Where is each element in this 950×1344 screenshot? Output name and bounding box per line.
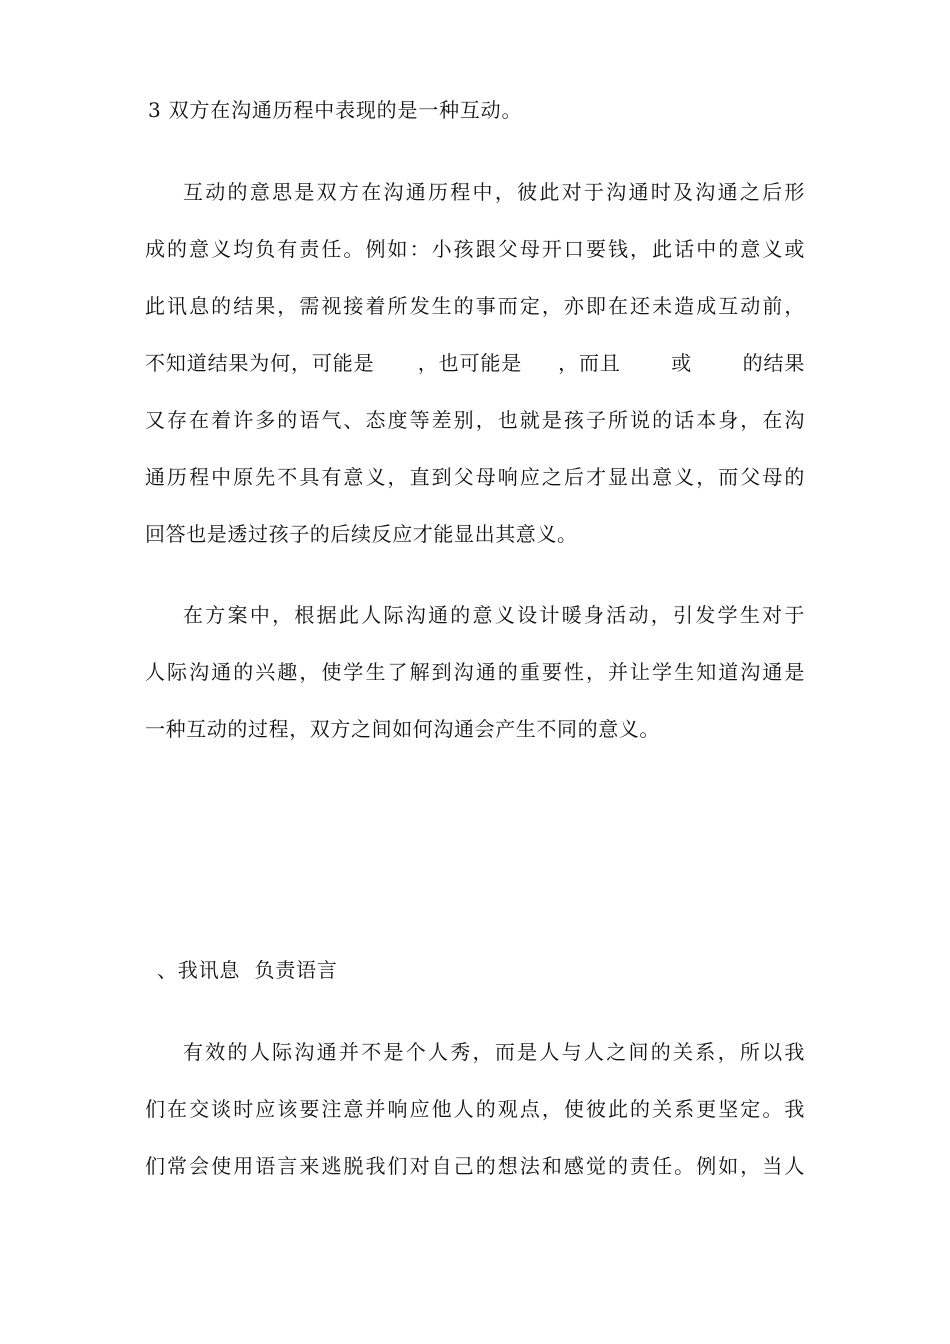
paragraph-line: 人际沟通的兴趣，使学生了解到沟通的重要性，并让学生知道沟通是 (145, 660, 805, 684)
paragraph-line: 们常会使用语言来逃脱我们对自己的想法和感觉的责任。例如，当人 (145, 1154, 805, 1178)
paragraph-line: 在方案中，根据此人际沟通的意义设计暖身活动，引发学生对于 (183, 603, 805, 627)
section-3-heading: 3 双方在沟通历程中表现的是一种互动。 (148, 98, 523, 122)
paragraph-line: 互动的意思是双方在沟通历程中，彼此对于沟通时及沟通之后形 (183, 180, 805, 204)
paragraph-line: 通历程中原先不具有意义，直到父母响应之后才显出意义，而父母的 (145, 465, 805, 489)
paragraph-line: 们在交谈时应该要注意并响应他人的观点，使彼此的关系更坚定。我 (145, 1097, 805, 1121)
paragraph-line: 回答也是透过孩子的后续反应才能显出其意义。 (145, 522, 578, 546)
section-i-message-heading: 、我讯息 负责语言 (157, 958, 338, 982)
paragraph-line: 成的意义均负有责任。例如：小孩跟父母开口要钱，此话中的意义或 (145, 237, 805, 261)
paragraph-line: 不知道结果为何，可能是 ，也可能是 ，而且 或 的结果 (145, 351, 805, 375)
paragraph-line: 有效的人际沟通并不是个人秀，而是人与人之间的关系，所以我 (183, 1040, 805, 1064)
paragraph-line: 此讯息的结果，需视接着所发生的事而定，亦即在还未造成互动前， (145, 294, 805, 318)
paragraph-line: 又存在着许多的语气、态度等差别，也就是孩子所说的话本身，在沟 (145, 408, 805, 432)
paragraph-line: 一种互动的过程，双方之间如何沟通会产生不同的意义。 (145, 717, 660, 741)
